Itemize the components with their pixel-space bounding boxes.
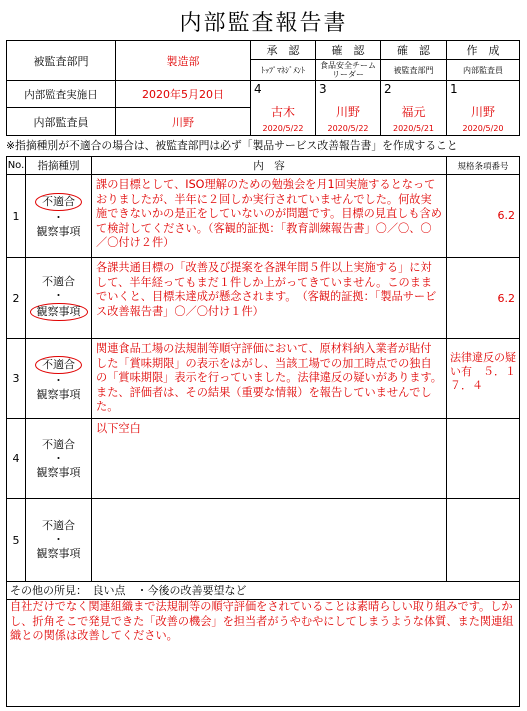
date-value: 2020年5月20日 — [115, 80, 251, 108]
type-separator: ・ — [53, 211, 64, 224]
approval-date: 2020/5/21 — [392, 124, 435, 133]
row-no: 2 — [6, 257, 26, 339]
approval-role: 内部監査員 — [446, 59, 520, 81]
type-observation: 観察事項 — [36, 547, 81, 560]
row-no: 5 — [6, 498, 26, 582]
approval-order: 4 — [254, 82, 262, 96]
type-separator: ・ — [53, 289, 64, 302]
other-findings-text: 自社だけでなく関連組織まで法規制等の順守評価をされていることは素晴らしい取り組みです。しかし、折角そこで発見できた「改善の機会」を担当者がうやむやにしてしまうような体質、また関連組織との関係は改善してください。 — [10, 600, 514, 642]
approval-role: ﾄｯﾌﾟﾏﾈｼﾞﾒﾝﾄ — [250, 59, 316, 81]
row-no: 4 — [6, 418, 26, 499]
approval-stamp-cell — [250, 80, 316, 136]
approval-date: 2020/5/22 — [262, 124, 304, 133]
approval-name: 福元 — [401, 105, 426, 119]
row-type — [25, 418, 92, 499]
type-nonconformity: 不適合 — [35, 356, 82, 374]
page-title: 内部監査報告書 — [179, 11, 348, 36]
audited-dept-value: 製造部 — [115, 40, 251, 81]
type-nonconformity: 不適合 — [42, 519, 75, 532]
row-content: 関連食品工場の法規制等順守評価において、原材料納入業者が貼付した「賞味期限」の表示をはがし、当該工場での加工時点での独自の「賞味期限」表示を行っていました。法律違反の疑いがあります。また、評価者は、その結果（重要な情報）を報告していませんでした。 — [91, 338, 447, 419]
approval-title: 作 成 — [446, 40, 520, 60]
type-nonconformity: 不適合 — [42, 437, 75, 451]
row-no: 3 — [6, 338, 26, 419]
col-type-header: 指摘種別 — [25, 156, 92, 175]
approval-title: 承 認 — [250, 40, 316, 60]
col-clause-header: 規格条項番号 — [446, 156, 520, 175]
col-no-header: No. — [6, 156, 26, 175]
row-clause — [446, 498, 520, 582]
row-type — [25, 174, 92, 258]
type-separator: ・ — [53, 451, 64, 465]
approval-order: 2 — [384, 82, 392, 96]
row-type — [25, 338, 92, 419]
row-no: 1 — [6, 174, 26, 258]
row-type — [25, 257, 92, 339]
approval-date: 2020/5/22 — [327, 124, 369, 133]
auditor-label: 内部監査員 — [6, 107, 116, 136]
type-observation: 観察事項 — [30, 303, 88, 321]
type-observation: 観察事項 — [36, 387, 81, 401]
approval-role: 被監査部門 — [380, 59, 447, 81]
approval-role: 食品安全チームリーダー — [315, 59, 381, 81]
audited-dept-label: 被監査部門 — [6, 40, 116, 81]
date-label: 内部監査実施日 — [6, 80, 116, 108]
row-clause: 6.2 — [446, 174, 520, 258]
type-observation: 観察事項 — [36, 465, 81, 479]
col-content-header: 内 容 — [91, 156, 447, 175]
approval-stamp-cell — [446, 80, 520, 136]
notice-text: ※指摘種別が不適合の場合は、被監査部門は必ず「製品サービス改善報告書」を作成すること — [6, 139, 458, 152]
approval-stamp-cell — [315, 80, 381, 136]
row-clause — [446, 418, 520, 499]
approval-order: 1 — [450, 82, 458, 96]
type-observation: 観察事項 — [36, 225, 81, 238]
type-nonconformity: 不適合 — [42, 275, 75, 288]
approval-date: 2020/5/20 — [462, 124, 504, 133]
row-type — [25, 498, 92, 582]
type-nonconformity: 不適合 — [35, 193, 82, 211]
row-content: 課の目標として、ISO理解のための勉強会を月1回実施するとなっておりましたが、半年に２回しか実行されていませんでした。何故実施できないかの是正をしていないのが問題です。目標の見直しも含めて検討してください。（客観的証拠：「教育訓練報告書」〇／〇、〇／〇付け２件） — [91, 174, 447, 258]
approval-name: 川野 — [335, 105, 360, 119]
approval-stamp-cell — [380, 80, 447, 136]
approval-title: 確 認 — [380, 40, 447, 60]
approval-name: 古木 — [270, 105, 295, 119]
row-content: 以下空白 — [91, 418, 447, 499]
row-content — [91, 498, 447, 582]
type-separator: ・ — [53, 533, 64, 546]
row-clause: 法律違反の疑い有 ５．１ ７．４ — [446, 338, 520, 419]
approval-order: 3 — [319, 82, 327, 96]
auditor-value: 川野 — [115, 107, 251, 136]
other-findings-label: その他の所見： 良い点 ・今後の改善要望など — [10, 584, 247, 597]
approval-title: 確 認 — [315, 40, 381, 60]
approval-name: 川野 — [470, 105, 495, 119]
type-separator: ・ — [53, 373, 64, 387]
row-content: 各課共通目標の「改善及び提案を各課年間５件以上実施する」に対して、半年経ってもまだ１件しか上がってきていません。このままでいくと、目標未達成が懸念されます。 （客観的証拠：「製品サービス改善報告書」〇／〇付け１件） — [91, 257, 447, 339]
row-clause: 6.2 — [446, 257, 520, 339]
